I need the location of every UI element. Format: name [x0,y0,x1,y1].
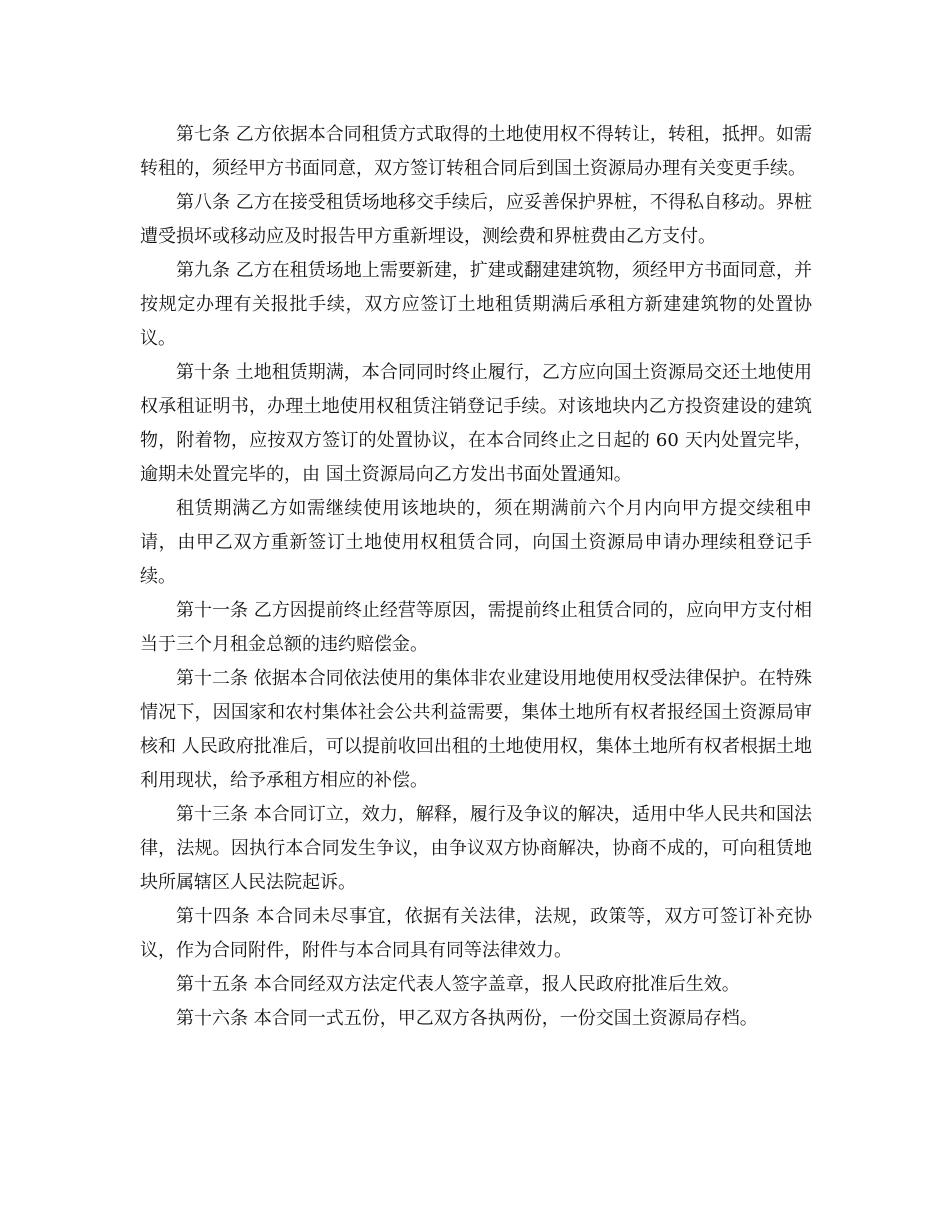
clause-16: 第十六条 本合同一式五份，甲乙双方各执两份，一份交国土资源局存档。 [176,1008,758,1029]
clause-7: 第七条 乙方依据本合同租赁方式取得的土地使用权不得转让，转租，抵押。如需转租的，须经甲方书面同意，双方签订转租合同后到国土资源局办理有关变更手续。 [140,124,812,179]
clause-8: 第八条 乙方在接受租赁场地移交手续后，应妥善保护界桩，不得私自移动。界桩遭受损坏或移动应及时报告甲方重新埋设，测绘费和界桩费由乙方支付。 [140,192,812,247]
clause-9: 第九条 乙方在租赁场地上需要新建，扩建或翻建建筑物，须经甲方书面同意，并按规定办理有关报批手续，双方应签订土地租赁期满后承租方新建建筑物的处置协议。 [140,260,812,349]
clause-12: 第十二条 依据本合同依法使用的集体非农业建设用地使用权受法律保护。在特殊情况下，因国家和农村集体社会公共利益需要，集体土地所有权者报经国土资源局审核和 人民政府批准后，可以提前收回出租的土地使用权，集体土地所有权者根据土地利用现状，给予承租方相应的补偿。 [140,668,812,791]
clause-13: 第十三条 本合同订立，效力，解释，履行及争议的解决，适用中华人民共和国法律，法规。因执行本合同发生争议，由争议双方协商解决，协商不成的，可向租赁地块所属辖区人民法院起诉。 [140,804,812,893]
clause-14: 第十四条 本合同未尽事宜，依据有关法律，法规，政策等，双方可签订补充协议，作为合同附件，附件与本合同具有同等法律效力。 [140,906,812,961]
clause-10: 第十条 土地租赁期满，本合同同时终止履行，乙方应向国土资源局交还土地使用权承租证明书，办理土地使用权租赁注销登记手续。对该地块内乙方投资建设的建筑物，附着物，应按双方签订的处置协议，在本合同终止之日起的 60 天内处置完毕，逾期未处置完毕的，由 国土资源局向乙方发出书面处置通知。 [140,362,812,485]
clause-11: 第十一条 乙方因提前终止经营等原因，需提前终止租赁合同的，应向甲方支付相当于三个月租金总额的违约赔偿金。 [140,600,812,655]
document-body [140,118,812,1036]
clause-10-renewal: 租赁期满乙方如需继续使用该地块的，须在期满前六个月内向甲方提交续租申请，由甲乙双方重新签订土地使用权租赁合同，向国土资源局申请办理续租登记手续。 [140,498,812,587]
clause-15: 第十五条 本合同经双方法定代表人签字盖章，报人民政府批准后生效。 [176,974,740,995]
